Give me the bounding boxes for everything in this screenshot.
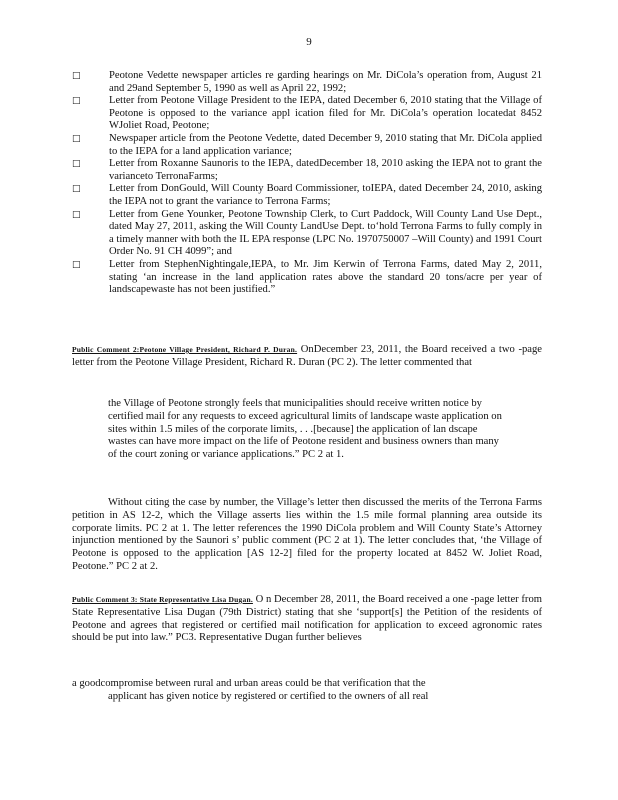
list-item: □ Letter from Roxanne Saunoris to the IEPA, datedDecember 18, 2010 asking the IEPA not to grant the varianceto TerronaFarms;	[72, 158, 542, 182]
block-quote: the Village of Peotone strongly feels that municipalities should receive written notice by certified mail for any requests to exceed agricultural limits of landscape waste application on sites within 1.5 miles of the corporate limits, . . .[because] the application of lan dscape wastes can have more impact on the life of Peotone resident and business owners than many of the court zoning or variance applications.” PC 2 at 1.	[108, 398, 502, 461]
section-heading: Public Comment 2:Peotone Village President, Richard P. Duran.	[72, 345, 298, 354]
paragraph: Without citing the case by number, the Village’s letter then discussed the merits of the Terrona Farms petition in AS 12-2, which the Village asserts lies within the 1.5 mile formal planning area outside its corporate limits. PC 2 at 1. The letter references the 1990 DiCola problem and Will County State’s Attorney injunction mentioned by the Saunori s’ public comment (PC 2 at 1). The letter concludes that, ‘the Village of Peotone is opposed to the application [AS 12-2] filed for the property located at 8452 W. Joliet Road, Peotone.” PC 2 at 2.	[72, 497, 542, 572]
quote-line: applicant has given notice by registered or certified to the owners of all real	[108, 691, 429, 702]
bullet-icon: □	[72, 71, 81, 81]
list-item: □ Letter from StephenNightingale,IEPA, to Mr. Jim Kerwin of Terrona Farms, dated May 2, 2011, stating ‘an increase in the land application rates above the standard 20 tons/acre per year of landscapewaste has not been justified.”	[72, 258, 542, 296]
list-item: □ Letter from Gene Younker, Peotone Township Clerk, to Curt Paddock, Will County Land Use Dept., dated May 27, 2011, asking the Will County LandUse Dept. to‘hold Terrona Farms to fully comply in a timely manner with both the IL EPA response (LPC No. 1970750007 –Will County) and 1991 Court Order No. 91 CH 4099”; and	[72, 208, 542, 258]
quote-line: a goodcompromise between rural and urban areas could be that verification that the	[72, 678, 426, 689]
bullet-icon: □	[72, 184, 81, 195]
list-item: □ Newspaper article from the Peotone Vedette, dated December 9, 2010 stating that Mr. DiCola applied to the IEPA for a land application variance;	[72, 132, 542, 157]
bullet-icon: □	[72, 259, 81, 270]
section-heading: Public Comment 3: State Representative Lisa Dugan.	[72, 595, 253, 604]
list-item: □ Letter from DonGould, Will County Board Commissioner, toIEPA, dated December 24, 2010, asking the IEPA not to grant the variance to Terrona Farms;	[72, 183, 542, 207]
paragraph-text: OnDecember 23, 2011, the Board received a two -page letter from the Peotone Village President, Richard R. Duran (PC 2). The letter commented that	[72, 344, 543, 368]
public-comment-2	[72, 344, 542, 370]
bullet-icon: □	[72, 133, 81, 144]
bullet-icon: □	[72, 159, 81, 170]
page-number: 9	[306, 36, 312, 48]
list-item: □ Peotone Vedette newspaper articles re garding hearings on Mr. DiCola’s operation from, August 21 and 29and September 5, 1990 as well as April 22, 1992;	[72, 70, 542, 94]
bullet-icon: □	[72, 96, 81, 107]
list-item: □ Letter from Peotone Village President to the IEPA, dated December 6, 2010 stating that the Village of Peotone is opposed to the variance appl ication filed for Mr. DiCola’s operation locatedat 8452 WJoliet Road, Peotone;	[72, 95, 542, 132]
paragraph-text: O n December 28, 2011, the Board received a one -page letter from State Representative Lisa Dugan (79th District) stating that she ‘support[s] the Petition of the residents of Peotone and agrees that registered or certified mail notification for application to exceed agronomic rates should be put into law.” PC3. Representative Dugan further believes	[72, 594, 542, 644]
exhibit-list	[72, 70, 542, 297]
public-comment-3	[72, 594, 542, 645]
bullet-icon: □	[72, 209, 81, 220]
